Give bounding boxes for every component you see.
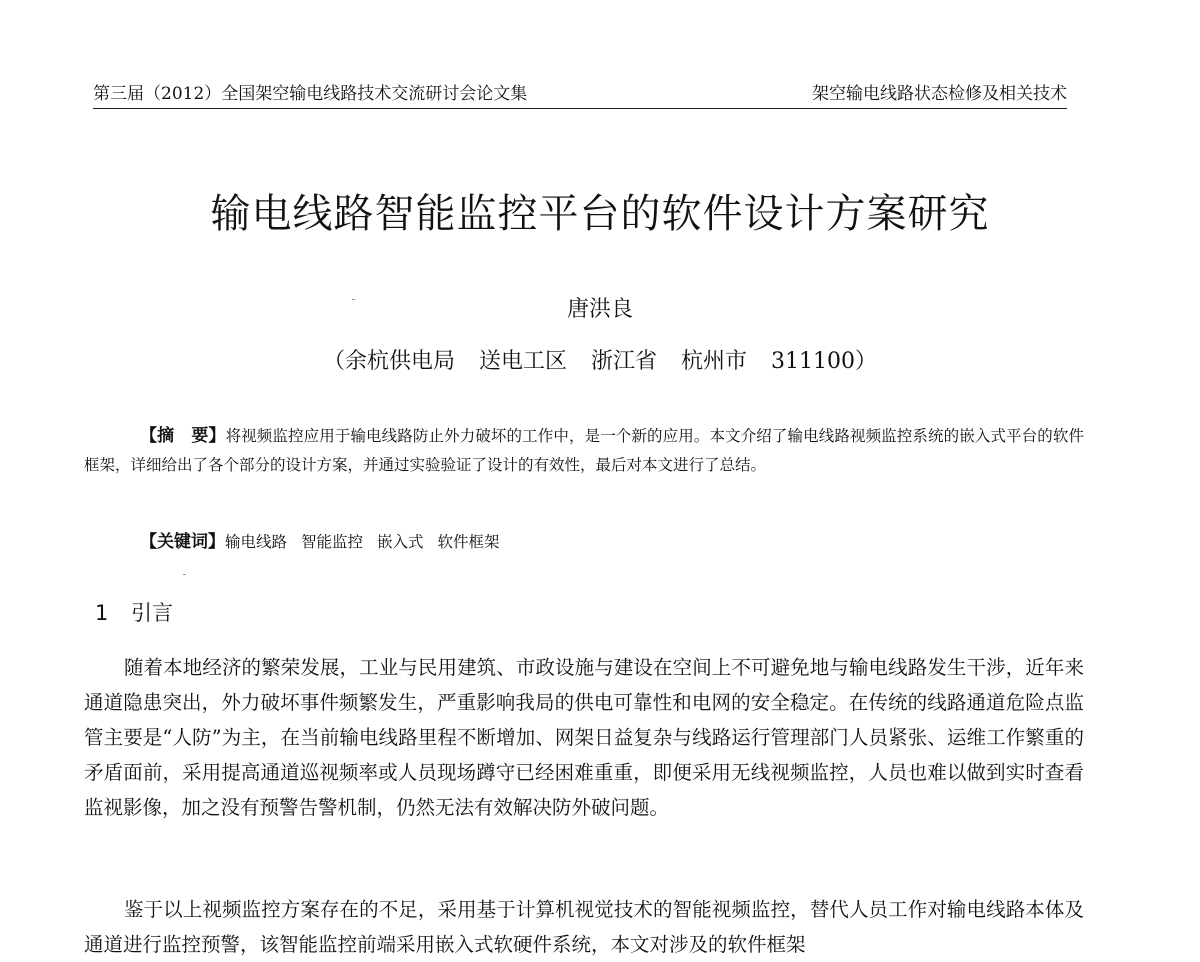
affiliation-province: 浙江省: [591, 349, 658, 374]
author-affiliation: [0, 346, 1200, 378]
keyword: 软件框架: [437, 533, 500, 551]
keywords-label: 【关键词】: [140, 532, 225, 552]
keyword: 输电线路: [225, 533, 288, 551]
abstract: [84, 422, 1084, 480]
affiliation-city: 杭州市: [681, 349, 748, 374]
section-title: 引言: [131, 601, 173, 625]
paper-title: 输电线路智能监控平台的软件设计方案研究: [210, 191, 990, 237]
header-proceedings-title: 第三届（2012）全国架空输电线路技术交流研讨会论文集: [93, 84, 528, 104]
affiliation-postcode: 311100）: [771, 349, 878, 374]
section-heading: [95, 597, 173, 629]
body-paragraph: 随着本地经济的繁荣发展，工业与民用建筑、市政设施与建设在空间上不可避免地与输电线路发生干涉，近年来通道隐患突出，外力破坏事件频繁发生，严重影响我局的供电可靠性和电网的安全稳定。在传统的线路通道危险点监管主要是“人防”为主，在当前输电线路里程不断增加、网架日益复杂与线路运行管理部门人员紧张、运维工作繁重的矛盾面前，采用提高通道巡视频率或人员现场蹲守已经困难重重，即便采用无线视频监控，人员也难以做到实时查看监视影像，加之没有预警告警机制，仍然无法有效解决防外破问题。: [84, 656, 1084, 819]
affiliation-org: （余杭供电局: [322, 349, 455, 374]
scan-speck: [183, 574, 186, 575]
header-section-title: 架空输电线路状态检修及相关技术: [812, 84, 1067, 104]
abstract-label: 【摘 要】: [140, 426, 226, 446]
affiliation-dept: 送电工区: [478, 349, 567, 374]
scan-speck: [352, 299, 355, 300]
section-number: 1: [95, 601, 109, 625]
keywords: [140, 527, 1080, 557]
running-header: [93, 80, 1067, 109]
abstract-text: 将视频监控应用于输电线路防止外力破坏的工作中，是一个新的应用。本文介绍了输电线路视频监控系统的嵌入式平台的软件框架，详细给出了各个部分的设计方案，并通过实验验证了设计的有效性，最后对本文进行了总结。: [84, 427, 1085, 474]
body-paragraph: 鉴于以上视频监控方案存在的不足，采用基于计算机视觉技术的智能视频监控，替代人员工作对输电线路本体及通道进行监控预警，该智能监控前端采用嵌入式软硬件系统，本文对涉及的软件框架: [84, 898, 1084, 956]
keyword: 智能监控: [301, 533, 364, 551]
keyword: 嵌入式: [377, 533, 424, 551]
author-name: 唐洪良: [566, 297, 633, 322]
